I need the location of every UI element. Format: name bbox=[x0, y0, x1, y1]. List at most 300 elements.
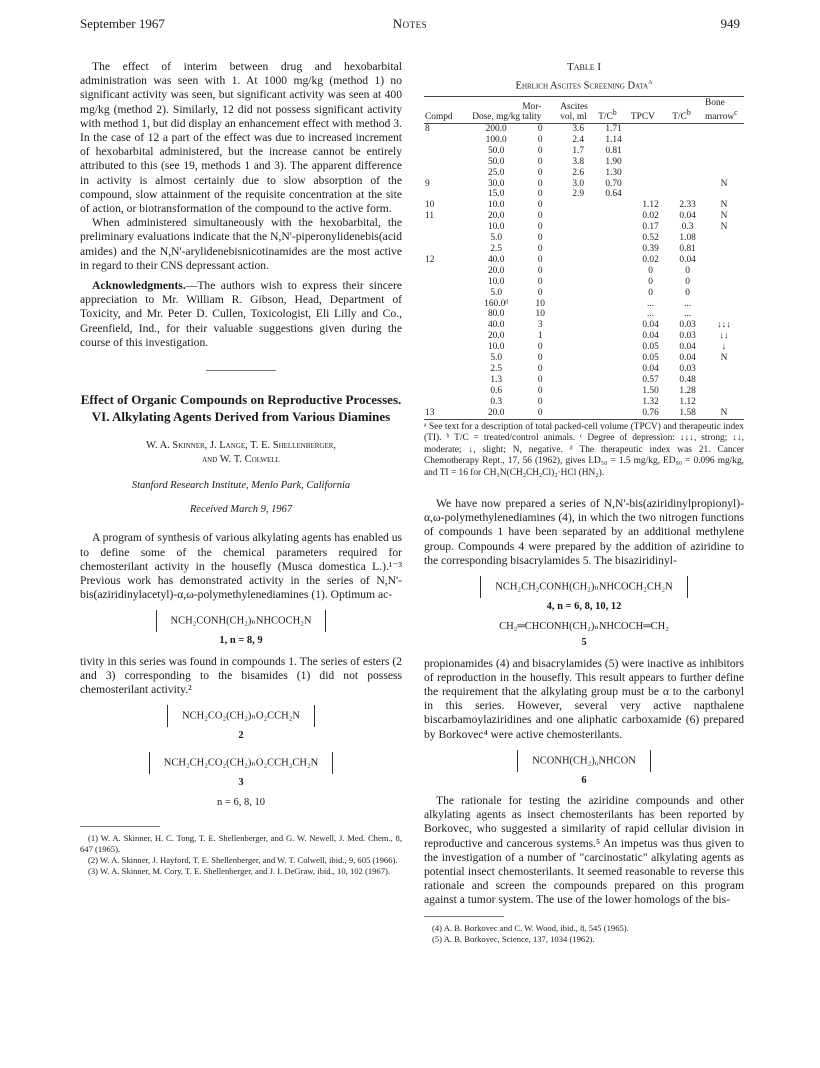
cell-asc bbox=[559, 408, 597, 419]
cell-tc2: 0.03 bbox=[679, 363, 696, 374]
cell-dose: 100.0 bbox=[485, 134, 507, 145]
cell-tpcv bbox=[630, 168, 671, 179]
cell-tc2: 2.33 bbox=[679, 200, 696, 211]
cell-tc2: 0.04 bbox=[679, 211, 696, 222]
cell-mort: 0 bbox=[537, 124, 543, 135]
footnote: (5) A. B. Borkovec, Science, 137, 1034 (1962). bbox=[432, 933, 595, 944]
cell-tc1 bbox=[597, 353, 630, 364]
cell-marrow: N bbox=[720, 211, 728, 222]
ack-body: —The authors wish to express their sincere appreciation to Mr. William R. Gibson, Head, Department of Toxicity, and Mr. Peter D. Cullen, Toxicologist, Eli Lilly and Co., Greenfield, Ind., for their valuable suggestions given during the course of this investigation. bbox=[80, 279, 402, 349]
cell-tpcv: 1.12 bbox=[642, 200, 659, 211]
table-footnote: ᵃ See text for a description of total packed-cell volume (TPCV) and therapeutic index (TI). ᵇ T/C = treated/control animals. ᶜ Degree of depression: ↓↓↓, strong; ↓↓, moderate; ↓, slight; N, negative. ᵈ The therapeutic index was 21. Cancer Chemotherapy Rept., 17, 56 (1962), gives LD₅₀ = 1.5 mg/kg, ED₉₀ = 0.096 mg/kg, and TI = 16 for CH₃N(CH₂CH₂Cl)₂·HCl (HN₂). bbox=[424, 419, 744, 480]
chemical-structure-1 bbox=[80, 610, 402, 632]
cell-mort: 0 bbox=[537, 407, 543, 418]
cell-tc2: 0.48 bbox=[679, 374, 696, 385]
table-row bbox=[424, 200, 744, 211]
cell-tpcv: 0 bbox=[648, 276, 653, 287]
structure-formula: NCONH(CH₂)₆NHCON bbox=[532, 755, 636, 767]
cell-mort: 0 bbox=[537, 189, 543, 200]
cell-compd bbox=[424, 288, 471, 299]
cell-tc2 bbox=[671, 168, 704, 179]
table-row bbox=[424, 222, 744, 233]
aziridine-ring-icon bbox=[636, 750, 651, 772]
cell-asc bbox=[559, 222, 597, 233]
cell-tpcv: 0.04 bbox=[642, 331, 659, 342]
cell-compd bbox=[424, 299, 471, 310]
col-header-ascites: Ascites vol, ml bbox=[559, 96, 597, 123]
cell-dose: 20.0 bbox=[487, 211, 505, 222]
cell-dose: 1.3 bbox=[490, 374, 503, 385]
cell-marrow bbox=[704, 244, 744, 255]
cell-tpcv: 0.02 bbox=[642, 254, 659, 265]
cell-marrow bbox=[704, 364, 744, 375]
table-row bbox=[424, 135, 744, 146]
cell-tc2: ... bbox=[684, 309, 692, 320]
structure-label: 6 bbox=[581, 774, 587, 786]
cell-tc2: 0.04 bbox=[679, 353, 696, 364]
cell-compd bbox=[424, 157, 471, 168]
cell-asc: 2.6 bbox=[572, 167, 585, 178]
article-separator bbox=[206, 370, 276, 371]
table-row bbox=[424, 179, 744, 190]
cell-mort: 0 bbox=[537, 254, 543, 265]
cell-tc1: 1.30 bbox=[605, 167, 622, 178]
ehrlich-ascites-table bbox=[424, 96, 744, 419]
cell-tc2 bbox=[671, 157, 704, 168]
cell-mort: 0 bbox=[537, 276, 543, 287]
structure-formula: NCH₂CH₂CONH(CH₂)ₙNHCOCH₂CH₂N bbox=[495, 581, 673, 593]
cell-tpcv bbox=[630, 135, 671, 146]
footnote: (3) W. A. Skinner, M. Cory, T. E. Shellenberger, and J. I. DeGraw, ibid., 10, 102 (1967). bbox=[88, 865, 391, 876]
cell-dose: 10.0 bbox=[487, 222, 505, 233]
col-header-compd: Compd bbox=[424, 96, 471, 123]
cell-tc2: ... bbox=[684, 298, 692, 309]
cell-marrow: N bbox=[720, 407, 728, 418]
table-row bbox=[424, 342, 744, 353]
cell-mort: 0 bbox=[537, 265, 543, 276]
cell-tc2: 0.04 bbox=[679, 254, 696, 265]
footnote: (4) A. B. Borkovec and C. W. Wood, ibid., 8, 545 (1965). bbox=[432, 922, 629, 933]
cell-tc2 bbox=[671, 146, 704, 157]
cell-tc1 bbox=[597, 277, 630, 288]
cell-marrow bbox=[704, 146, 744, 157]
cell-asc bbox=[559, 233, 597, 244]
table-row bbox=[424, 320, 744, 331]
cell-marrow: ↓↓ bbox=[719, 331, 729, 342]
cell-tpcv: 0.76 bbox=[642, 407, 659, 418]
cell-tc2: 1.28 bbox=[679, 385, 696, 396]
cell-asc bbox=[559, 211, 597, 222]
cell-tc1 bbox=[597, 386, 630, 397]
cell-tpcv: 0.39 bbox=[642, 244, 659, 254]
cell-dose: 50.0 bbox=[487, 145, 505, 156]
affiliation: Stanford Research Institute, Menlo Park, California bbox=[131, 480, 351, 492]
cell-marrow bbox=[704, 157, 744, 168]
cell-tc1: 1.14 bbox=[605, 134, 622, 145]
table-row bbox=[424, 375, 744, 386]
cell-dose: 0.3 bbox=[490, 396, 503, 407]
table-row bbox=[424, 124, 744, 135]
authors-line: and W. T. Colwell bbox=[202, 454, 280, 466]
chemical-structure-4 bbox=[424, 576, 744, 598]
cell-compd bbox=[424, 146, 471, 157]
aziridine-ring-icon bbox=[318, 752, 333, 774]
structure-formula: NCH₂CO₂(CH₂)ₙO₂CCH₂N bbox=[182, 710, 300, 722]
cell-asc bbox=[559, 288, 597, 299]
cell-marrow bbox=[704, 375, 744, 386]
cell-dose: 160.0ᵈ bbox=[484, 298, 509, 309]
cell-compd: 13 bbox=[425, 407, 435, 418]
cell-asc bbox=[559, 342, 597, 353]
cell-tpcv bbox=[630, 157, 671, 168]
cell-tpcv: ... bbox=[647, 309, 655, 320]
cell-dose: 20.0 bbox=[487, 265, 505, 276]
cell-marrow bbox=[704, 266, 744, 277]
structure-label: 2 bbox=[238, 730, 244, 742]
cell-marrow bbox=[704, 288, 744, 299]
cell-dose: 0.6 bbox=[490, 385, 503, 396]
cell-tpcv bbox=[630, 146, 671, 157]
table-row bbox=[424, 189, 744, 200]
header-page-number: 949 bbox=[720, 16, 740, 31]
cell-tc1 bbox=[597, 244, 630, 255]
cell-marrow: N bbox=[720, 353, 728, 364]
cell-compd bbox=[424, 364, 471, 375]
cell-tc1 bbox=[597, 200, 630, 211]
cell-dose: 5.0 bbox=[490, 287, 503, 298]
cell-tc1 bbox=[597, 255, 630, 266]
cell-tc2 bbox=[671, 124, 704, 135]
article-title: Effect of Organic Compounds on Reproductive Processes. VI. Alkylating Agents Derived from Various Diamines bbox=[80, 392, 402, 425]
cell-tc1 bbox=[597, 342, 630, 353]
table-title: Table I bbox=[566, 61, 602, 73]
cell-dose: 200.0 bbox=[485, 124, 507, 135]
cell-dose: 2.5 bbox=[490, 363, 503, 374]
cell-asc bbox=[559, 375, 597, 386]
authors bbox=[80, 439, 402, 467]
cell-tc1 bbox=[597, 233, 630, 244]
table-row bbox=[424, 211, 744, 222]
cell-marrow bbox=[704, 189, 744, 200]
table-subtitle: Ehrlich Ascites Screening Data$^a$ bbox=[515, 76, 653, 92]
header-section: Notes bbox=[392, 16, 428, 31]
cell-asc bbox=[559, 266, 597, 277]
cell-dose: 40.0 bbox=[487, 320, 505, 331]
cell-tc1 bbox=[597, 266, 630, 277]
cell-mort: 0 bbox=[537, 287, 543, 298]
cell-mort: 10 bbox=[535, 298, 545, 309]
cell-dose: 15.0 bbox=[487, 189, 505, 200]
cell-dose: 25.0 bbox=[487, 167, 505, 178]
cell-tpcv: 1.50 bbox=[642, 385, 659, 396]
table-row bbox=[424, 255, 744, 266]
cell-asc bbox=[559, 353, 597, 364]
cell-tc1 bbox=[597, 375, 630, 386]
cell-asc: 2.9 bbox=[572, 189, 585, 200]
cell-marrow: ↓ bbox=[721, 342, 727, 353]
cell-mort: 0 bbox=[537, 222, 543, 233]
cell-compd: 8 bbox=[425, 124, 430, 135]
cell-compd bbox=[424, 331, 471, 342]
cell-dose: 5.0 bbox=[490, 233, 503, 244]
cell-tpcv: 0.52 bbox=[642, 233, 659, 244]
col-header-tpcv: TPCV bbox=[630, 96, 671, 123]
cell-mort: 0 bbox=[537, 385, 543, 396]
table-row bbox=[424, 397, 744, 408]
cell-asc bbox=[559, 386, 597, 397]
paragraph: tivity in this series was found in compounds 1. The series of esters (2 and 3) corresponding to the bisamides (1) did not possess chemosterilant activity.² bbox=[80, 654, 402, 697]
cell-mort: 0 bbox=[537, 178, 543, 189]
cell-marrow bbox=[704, 135, 744, 146]
paragraph: When administered simultaneously with the hexobarbital, the preliminary evaluations indicate that the N,N'-piperonylidenebis(acid amides) and the N,N'-arylidenebisnicotinamides are the most active in regard to their CNS depressant action. bbox=[80, 216, 402, 272]
table-row bbox=[424, 408, 744, 419]
table-row bbox=[424, 277, 744, 288]
cell-tc1 bbox=[597, 364, 630, 375]
cell-tpcv: 0.05 bbox=[642, 342, 659, 353]
structure-label: 3 bbox=[238, 776, 244, 788]
cell-tc2: 0.81 bbox=[679, 244, 696, 254]
cell-marrow: N bbox=[720, 222, 728, 233]
cell-asc bbox=[559, 299, 597, 310]
cell-tc2: 1.08 bbox=[679, 233, 696, 244]
chemical-structure-6 bbox=[424, 750, 744, 772]
cell-tc2: 0.04 bbox=[679, 342, 696, 353]
table-header-row bbox=[424, 96, 744, 123]
right-column bbox=[424, 60, 744, 945]
cell-marrow bbox=[704, 124, 744, 135]
structure-label: 4, n = 6, 8, 10, 12 bbox=[546, 601, 622, 613]
col-header-marrow: Bone marrow$^c$ bbox=[704, 96, 744, 123]
cell-tc1 bbox=[597, 397, 630, 408]
cell-asc: 2.4 bbox=[572, 134, 585, 145]
cell-compd bbox=[424, 397, 471, 408]
cell-compd bbox=[424, 353, 471, 364]
cell-dose: 2.5 bbox=[490, 244, 503, 254]
cell-marrow bbox=[704, 386, 744, 397]
paragraph: A program of synthesis of various alkylating agents has enabled us to define some of the chemical parameters required for chemosterilant activity in the housefly (Musca domestica L.).¹⁻³ Previous work has demonstrated activity in the series of N,N'-bis(aziridinylacetyl)-α,ω-polymethylenediamines (1). Optimum ac- bbox=[80, 531, 402, 602]
cell-tpcv: 0.02 bbox=[642, 211, 659, 222]
table-row bbox=[424, 168, 744, 179]
cell-marrow bbox=[704, 309, 744, 320]
aziridine-ring-icon bbox=[156, 610, 171, 632]
cell-compd bbox=[424, 222, 471, 233]
cell-compd bbox=[424, 266, 471, 277]
cell-marrow bbox=[704, 255, 744, 266]
cell-marrow bbox=[704, 299, 744, 310]
cell-tpcv: 1.32 bbox=[642, 396, 659, 407]
cell-mort: 0 bbox=[537, 353, 543, 364]
cell-tpcv bbox=[630, 124, 671, 135]
structure-formula: NCH₂CONH(CH₂)ₙNHCOCH₂N bbox=[170, 615, 312, 627]
cell-compd bbox=[424, 375, 471, 386]
cell-tpcv: 0.05 bbox=[642, 353, 659, 364]
cell-tc1 bbox=[597, 222, 630, 233]
chemical-structure-5: CH₂═CHCONH(CH₂)ₙNHCOCH═CH₂ bbox=[499, 621, 669, 633]
cell-dose: 80.0 bbox=[487, 309, 505, 320]
left-column bbox=[80, 60, 402, 877]
cell-tc2: 0 bbox=[685, 265, 690, 276]
cell-tpcv: 0.57 bbox=[642, 374, 659, 385]
cell-compd bbox=[424, 233, 471, 244]
table-row bbox=[424, 157, 744, 168]
aziridine-ring-icon bbox=[167, 705, 182, 727]
cell-tc1 bbox=[597, 309, 630, 320]
col-header-mortality: Mor- tality bbox=[521, 96, 559, 123]
cell-asc bbox=[559, 244, 597, 255]
ack-heading: Acknowledgments. bbox=[92, 279, 186, 293]
cell-mort: 0 bbox=[537, 374, 543, 385]
table-row bbox=[424, 386, 744, 397]
cell-tc1: 0.64 bbox=[605, 189, 622, 200]
cell-marrow: N bbox=[720, 200, 728, 211]
aziridine-ring-icon bbox=[311, 610, 326, 632]
cell-compd bbox=[424, 189, 471, 200]
footnote: (2) W. A. Skinner, J. Hayford, T. E. Shellenberger, and W. T. Colwell, ibid., 9, 605 (1966). bbox=[88, 854, 398, 865]
cell-dose: 30.0 bbox=[487, 178, 505, 189]
footnote-rule bbox=[424, 916, 504, 917]
cell-asc bbox=[559, 364, 597, 375]
cell-compd bbox=[424, 135, 471, 146]
table-row bbox=[424, 353, 744, 364]
cell-asc bbox=[559, 255, 597, 266]
cell-compd bbox=[424, 168, 471, 179]
cell-asc: 1.7 bbox=[572, 145, 585, 156]
cell-tc1: 0.81 bbox=[605, 145, 622, 156]
cell-tpcv: 0 bbox=[648, 287, 653, 298]
table-row bbox=[424, 299, 744, 310]
cell-mort: 10 bbox=[535, 309, 545, 320]
cell-tc2: 0 bbox=[685, 276, 690, 287]
cell-tc2 bbox=[671, 179, 704, 190]
cell-tc2: 0 bbox=[685, 287, 690, 298]
cell-compd bbox=[424, 277, 471, 288]
col-header-tc: $T/C^b$ bbox=[597, 96, 630, 123]
cell-asc: 3.8 bbox=[572, 156, 585, 167]
cell-mort: 3 bbox=[537, 320, 543, 331]
cell-mort: 0 bbox=[537, 244, 543, 254]
cell-tpcv: 0.04 bbox=[642, 320, 659, 331]
col-header-tc: $T/C^b$ bbox=[671, 96, 704, 123]
authors-line: W. A. Skinner, J. Lange, T. E. Shellenberger, bbox=[145, 440, 337, 452]
cell-asc bbox=[559, 309, 597, 320]
cell-compd: 11 bbox=[425, 211, 435, 222]
cell-tc2 bbox=[671, 189, 704, 200]
cell-tpcv: 0.04 bbox=[642, 363, 659, 374]
cell-tc1: 1.71 bbox=[605, 124, 622, 135]
cell-compd bbox=[424, 320, 471, 331]
cell-tc2: 0.03 bbox=[679, 331, 696, 342]
cell-marrow bbox=[704, 233, 744, 244]
table-row bbox=[424, 266, 744, 277]
cell-mort: 0 bbox=[537, 342, 543, 353]
cell-tpcv: 0.17 bbox=[642, 222, 659, 233]
cell-mort: 0 bbox=[537, 167, 543, 178]
cell-mort: 0 bbox=[537, 200, 543, 211]
cell-tc2: 1.12 bbox=[679, 396, 696, 407]
cell-compd bbox=[424, 309, 471, 320]
cell-asc: 3.0 bbox=[572, 178, 585, 189]
table-row bbox=[424, 146, 744, 157]
footnote: (1) W. A. Skinner, H. C. Tong, T. E. Shellenberger, and G. W. Newell, J. Med. Chem., 8, 647 (1965). bbox=[80, 832, 402, 854]
structure-subscript: n = 6, 8, 10 bbox=[217, 796, 265, 808]
table-body bbox=[424, 124, 744, 419]
chemical-structure-3 bbox=[80, 752, 402, 774]
structure-formula: NCH₂CH₂CO₂(CH₂)ₙO₂CCH₂CH₂N bbox=[163, 756, 319, 768]
structure-label: 5 bbox=[581, 637, 587, 649]
cell-marrow bbox=[704, 277, 744, 288]
table-row bbox=[424, 309, 744, 320]
cell-asc bbox=[559, 331, 597, 342]
cell-asc bbox=[559, 397, 597, 408]
paragraph: propionamides (4) and bisacrylamides (5) were inactive as inhibitors of reproduction in the housefly. This result appears to further define the requirement that the alkylating group must be α to the carbonyl in this series. However, several very active napthalene biscarbamoylaziridines and one aliphatic carboxamide (6) prepared by Borkovec⁴ were active chemosterilants. bbox=[424, 656, 744, 741]
cell-tc1 bbox=[597, 211, 630, 222]
cell-marrow bbox=[704, 397, 744, 408]
aziridine-ring-icon bbox=[517, 750, 532, 772]
cell-dose: 20.0 bbox=[487, 407, 505, 418]
aziridine-ring-icon bbox=[480, 576, 495, 598]
cell-compd: 9 bbox=[425, 178, 430, 189]
cell-tc1 bbox=[597, 408, 630, 419]
cell-asc: 3.6 bbox=[572, 124, 585, 135]
cell-marrow bbox=[704, 168, 744, 179]
cell-mort: 1 bbox=[537, 331, 543, 342]
cell-tc2: 1.58 bbox=[679, 407, 696, 418]
cell-compd: 12 bbox=[425, 254, 435, 265]
cell-tpcv bbox=[630, 189, 671, 200]
cell-compd bbox=[424, 244, 471, 255]
footnote-rule bbox=[80, 826, 160, 827]
cell-mort: 0 bbox=[537, 145, 543, 156]
cell-tc1 bbox=[597, 299, 630, 310]
table-row bbox=[424, 331, 744, 342]
acknowledgments bbox=[80, 279, 402, 350]
table-row bbox=[424, 244, 744, 255]
cell-tc1: 0.70 bbox=[605, 178, 622, 189]
structure-label: 1, n = 8, 9 bbox=[219, 635, 263, 647]
cell-mort: 0 bbox=[537, 134, 543, 145]
page-header bbox=[80, 16, 740, 36]
cell-tc2: 0.03 bbox=[679, 320, 696, 331]
paragraph: The rationale for testing the aziridine compounds and other alkylating agents as insect chemosterilants has been reported by Borkovec, who suggested a similarity of rapid cellular division in reproductive and cancerous systems.⁵ An impetus was thus given to the investigation of a number of "carcinostatic" alkylating agents as potential insect chemosterilants. It seemed reasonable to reverse this rationale and screen the compounds prepared on this program against a tumor system. The use of the lower homologs of the bis- bbox=[424, 794, 744, 907]
cell-tc1 bbox=[597, 331, 630, 342]
paragraph: We have now prepared a series of N,N'-bis(aziridinylpropionyl)-α,ω-polymethylenediamines (4), in which the two nitrogen functions of compounds 1 have been separated by an additional methylene group. Compounds 4 were prepared by the addition of aziridine to the corresponding bisacrylamides 5. The bisaziridinyl- bbox=[424, 497, 744, 567]
header-date: September 1967 bbox=[80, 16, 165, 31]
cell-compd bbox=[424, 386, 471, 397]
cell-compd: 10 bbox=[425, 200, 435, 211]
cell-dose: 10.0 bbox=[487, 276, 505, 287]
col-header-dose: Dose, mg/kg bbox=[471, 96, 521, 123]
cell-dose: 10.0 bbox=[487, 342, 505, 353]
cell-marrow: ↓↓↓ bbox=[716, 320, 732, 331]
cell-tpcv bbox=[630, 179, 671, 190]
cell-tpcv: ... bbox=[647, 298, 655, 309]
table-row bbox=[424, 364, 744, 375]
cell-tc1 bbox=[597, 320, 630, 331]
cell-tc1 bbox=[597, 288, 630, 299]
received-date: Received March 9, 1967 bbox=[189, 504, 293, 516]
cell-tpcv: 0 bbox=[648, 265, 653, 276]
cell-mort: 0 bbox=[537, 211, 543, 222]
cell-asc bbox=[559, 200, 597, 211]
table-row bbox=[424, 288, 744, 299]
cell-dose: 40.0 bbox=[487, 254, 505, 265]
cell-mort: 0 bbox=[537, 363, 543, 374]
aziridine-ring-icon bbox=[673, 576, 688, 598]
cell-tc2 bbox=[671, 135, 704, 146]
cell-tc1: 1.90 bbox=[605, 156, 622, 167]
cell-dose: 50.0 bbox=[487, 156, 505, 167]
cell-mort: 0 bbox=[537, 233, 543, 244]
